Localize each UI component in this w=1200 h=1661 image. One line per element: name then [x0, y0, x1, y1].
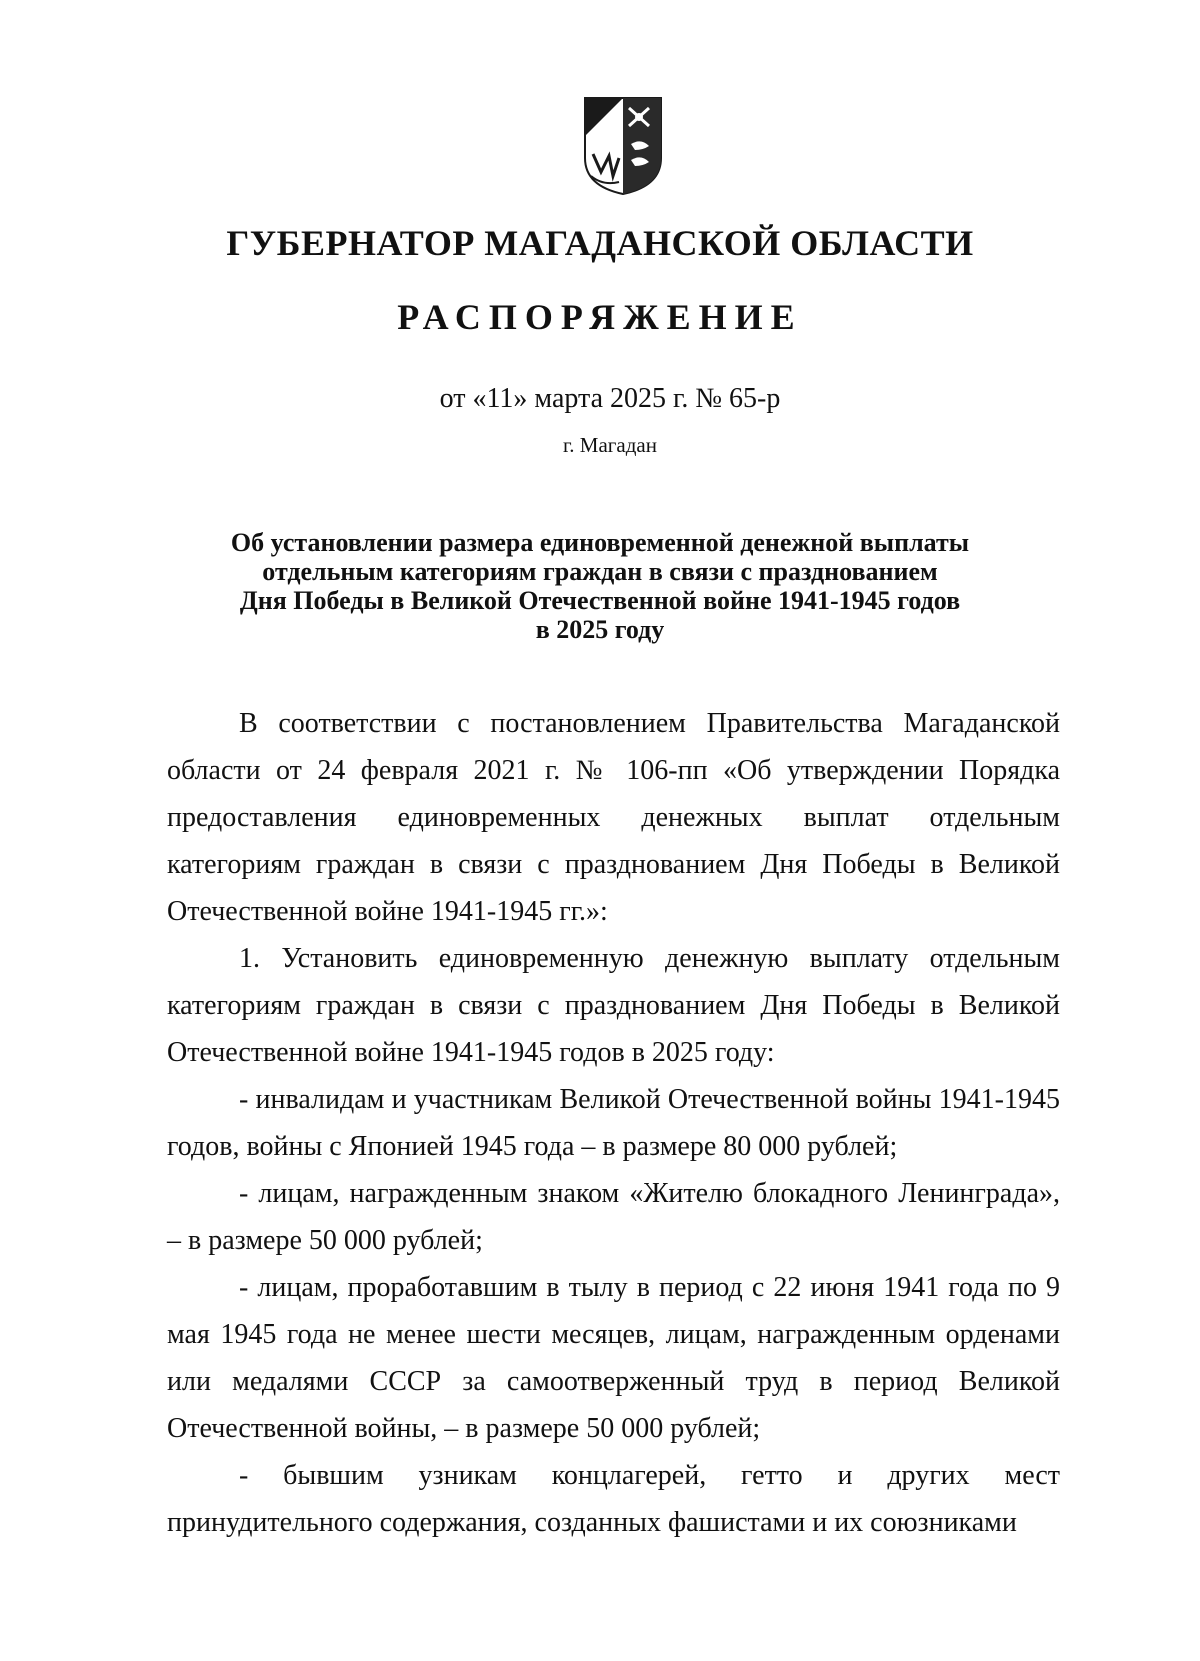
list-item: - инвалидам и участникам Великой Отечественной войны 1941-1945 годов, войны с Японией 1945 года – в размере 80 000 рублей;: [167, 1084, 1060, 1162]
coat-of-arms-icon: [583, 96, 663, 196]
document-title: [160, 528, 1040, 644]
title-line: Дня Победы в Великой Отечественной войне 1941-1945 годов: [239, 586, 961, 615]
title-line: в 2025 году: [535, 615, 665, 644]
document-type: РАСПОРЯЖЕНИЕ: [397, 297, 803, 337]
document-place: г. Магадан: [563, 433, 657, 457]
preamble-paragraph: В соответствии с постановлением Правительства Магаданской области от 24 февраля 2021 г. № 106-пп «Об утверждении Порядка предоставления единовременных денежных выплат отдельным категориям граждан в связи с празднованием Дня Победы в Великой Отечественной войне 1941-1945 гг.»:: [167, 708, 1060, 927]
list-item: - лицам, награжденным знаком «Жителю блокадного Ленинграда», – в размере 50 000 рублей;: [167, 1178, 1060, 1256]
document-date-number: от «11» марта 2025 г. № 65-р: [439, 383, 781, 414]
title-line: Об установлении размера единовременной денежной выплаты: [230, 528, 970, 557]
issuing-authority: ГУБЕРНАТОР МАГАДАНСКОЙ ОБЛАСТИ: [226, 223, 974, 263]
list-item: - лицам, проработавшим в тылу в период с 22 июня 1941 года по 9 мая 1945 года не менее шести месяцев, лицам, награжденным орденами или медалями СССР за самоотверженный труд в период Великой Отечественной войны, – в размере 50 000 рублей;: [167, 1272, 1060, 1444]
clause-paragraph: 1. Установить единовременную денежную выплату отдельным категориям граждан в связи с празднованием Дня Победы в Великой Отечественной войне 1941-1945 годов в 2025 году:: [167, 943, 1060, 1068]
title-line: отдельным категориям граждан в связи с празднованием: [262, 557, 938, 586]
list-item: - бывшим узникам концлагерей, гетто и других мест принудительного содержания, созданных фашистами и их союзниками: [167, 1460, 1060, 1538]
document-body: [167, 700, 1060, 1546]
